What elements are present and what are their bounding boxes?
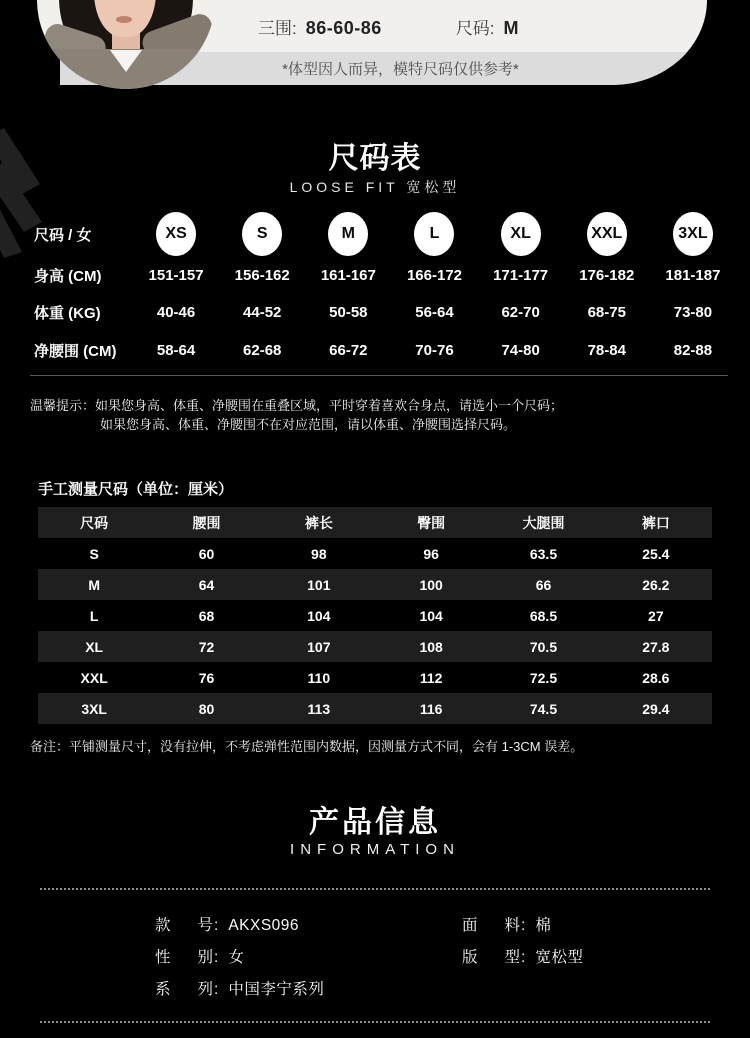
table-cell: 27.8 — [642, 638, 670, 655]
table-cell: 110 — [307, 669, 331, 686]
info-separator: : — [214, 981, 219, 998]
table-cell: S — [89, 545, 99, 562]
weight-value: 62-70 — [501, 304, 540, 321]
table-cell: 26.2 — [642, 576, 670, 593]
model-size — [456, 14, 519, 39]
waist-value: 78-84 — [587, 342, 626, 359]
dotted-divider-top — [40, 888, 710, 890]
size-chart-title: 尺码表 — [328, 142, 422, 175]
table-cell: 66 — [535, 576, 552, 593]
waist-value: 74-80 — [501, 342, 540, 359]
column-header: 尺码 — [80, 514, 109, 531]
table-cell: 108 — [419, 638, 443, 655]
weight-value: 68-75 — [587, 304, 626, 321]
table-cell: 64 — [198, 576, 215, 593]
bust-measurement — [258, 14, 382, 39]
size-chart-divider — [30, 375, 728, 376]
table-cell: L — [89, 607, 99, 624]
height-value: 151-157 — [148, 266, 204, 284]
waist-value: 70-76 — [415, 342, 454, 359]
table-cell: 70.5 — [529, 638, 558, 655]
size-badge-xs: XS — [156, 212, 196, 256]
table-cell: 68 — [198, 607, 215, 624]
table-cell: 28.6 — [642, 669, 670, 686]
weight-value: 73-80 — [673, 304, 713, 321]
height-row-label: 身高 (CM) — [34, 267, 102, 285]
info-separator: : — [214, 917, 219, 934]
table-cell: 116 — [419, 700, 443, 717]
table-cell: 98 — [311, 545, 327, 562]
info-item-fabric — [462, 913, 675, 935]
table-cell: 107 — [307, 638, 331, 655]
info-label: 款 号 — [155, 917, 213, 934]
info-value: 宽松型 — [535, 949, 584, 966]
model-size-value: M — [503, 17, 520, 38]
info-separator: : — [521, 949, 526, 966]
height-value: 171-177 — [493, 266, 549, 284]
info-item-gender — [155, 945, 462, 967]
table-row — [38, 600, 712, 631]
info-item-style-number — [155, 913, 462, 935]
size-badge-s: S — [242, 212, 282, 256]
table-row — [38, 569, 712, 600]
table-cell: 68.5 — [529, 607, 558, 624]
height-value: 161-167 — [320, 266, 376, 284]
waist-value: 58-64 — [156, 342, 196, 359]
measure-table-heading: 手工测量尺码（单位：厘米） — [38, 481, 234, 498]
table-row — [38, 631, 712, 662]
table-cell: 76 — [198, 669, 215, 686]
info-label: 性 别 — [155, 949, 213, 966]
waist-value: 66-72 — [329, 342, 368, 359]
table-cell: 113 — [307, 700, 331, 717]
model-lips — [116, 16, 132, 23]
column-header: 大腿围 — [522, 514, 565, 531]
height-value: 176-182 — [579, 266, 635, 284]
table-row — [38, 693, 712, 724]
size-tip-line1: 温馨提示：如果您身高、体重、净腰围在重叠区域，平时穿着喜欢合身点，请选小一个尺码； — [30, 398, 564, 413]
weight-value: 40-46 — [156, 304, 196, 321]
info-label: 面 料 — [462, 917, 520, 934]
info-label: 系 列 — [155, 981, 213, 998]
info-value: 女 — [228, 949, 245, 966]
info-label: 版 型 — [462, 949, 520, 966]
product-info-title: 产品信息 — [309, 806, 441, 839]
table-cell: 112 — [419, 669, 443, 686]
table-cell: M — [88, 576, 100, 593]
height-value: 166-172 — [406, 266, 463, 284]
column-header: 臀围 — [417, 514, 446, 531]
table-header-row — [38, 507, 712, 538]
table-cell: 74.5 — [529, 700, 558, 717]
measure-table — [38, 507, 712, 724]
size-row-label: 尺码 / 女 — [34, 226, 92, 244]
size-tips — [30, 396, 563, 434]
table-cell: 101 — [307, 576, 331, 593]
info-separator: : — [521, 917, 526, 934]
size-badge-m: M — [328, 212, 368, 256]
weight-value: 50-58 — [329, 304, 368, 321]
size-chart-subtitle: LOOSE FIT 宽松型 — [289, 179, 461, 195]
column-header: 腰围 — [192, 514, 221, 531]
product-info-grid — [155, 908, 675, 1004]
size-badge-xxl: XXL — [587, 212, 627, 256]
size-chart-grid — [25, 212, 736, 370]
table-cell: 3XL — [81, 700, 107, 717]
info-item-series — [155, 977, 462, 999]
model-disclaimer: *体型因人而异，模特尺码仅供参考* — [60, 52, 707, 85]
waist-value: 82-88 — [673, 342, 713, 359]
height-value: 156-162 — [234, 266, 290, 284]
table-cell: 29.4 — [642, 700, 670, 717]
waist-value: 62-68 — [243, 342, 282, 359]
height-value: 181-187 — [665, 266, 721, 284]
table-cell: 25.4 — [642, 545, 670, 562]
table-cell: XXL — [80, 669, 108, 686]
table-cell: 60 — [198, 545, 215, 562]
info-separator: : — [214, 949, 219, 966]
weight-value: 56-64 — [415, 304, 454, 321]
bust-value: 86-60-86 — [305, 17, 382, 38]
table-cell: 100 — [419, 576, 443, 593]
size-tip-line2: 如果您身高、体重、净腰围不在对应范围，请以体重、净腰围选择尺码。 — [100, 417, 517, 432]
table-cell: 80 — [198, 700, 215, 717]
table-cell: 96 — [423, 545, 439, 562]
bust-label: 三围: — [258, 18, 297, 38]
model-size-label: 尺码: — [455, 18, 495, 38]
column-header: 裤口 — [641, 514, 670, 531]
table-cell: 63.5 — [529, 545, 558, 562]
size-badge-3xl: 3XL — [673, 212, 713, 256]
product-info-subtitle: INFORMATION — [290, 841, 460, 858]
table-cell: 72.5 — [529, 669, 558, 686]
table-row — [38, 538, 712, 569]
table-cell: 72 — [198, 638, 215, 655]
size-badge-xl: XL — [501, 212, 541, 256]
weight-value: 44-52 — [243, 304, 282, 321]
table-cell: 104 — [419, 607, 443, 624]
table-cell: XL — [85, 638, 104, 655]
model-photo — [37, 0, 215, 89]
info-value: 中国李宁系列 — [228, 981, 325, 998]
dotted-divider-bottom — [40, 1021, 710, 1023]
weight-row-label: 体重 (KG) — [34, 305, 101, 322]
size-badge-l: L — [414, 212, 454, 256]
table-cell: 27 — [648, 607, 664, 624]
info-value: AKXS096 — [228, 917, 300, 934]
measure-note: 备注：平铺测量尺寸，没有拉伸，不考虑弹性范围内数据，因测量方式不同，会有 1-3CM 误差。 — [30, 739, 584, 754]
table-row — [38, 662, 712, 693]
info-value: 棉 — [535, 917, 552, 934]
table-cell: 104 — [307, 607, 331, 624]
info-item-fit — [462, 945, 675, 967]
column-header: 裤长 — [304, 514, 333, 531]
waist-row-label: 净腰围 (CM) — [34, 343, 117, 360]
